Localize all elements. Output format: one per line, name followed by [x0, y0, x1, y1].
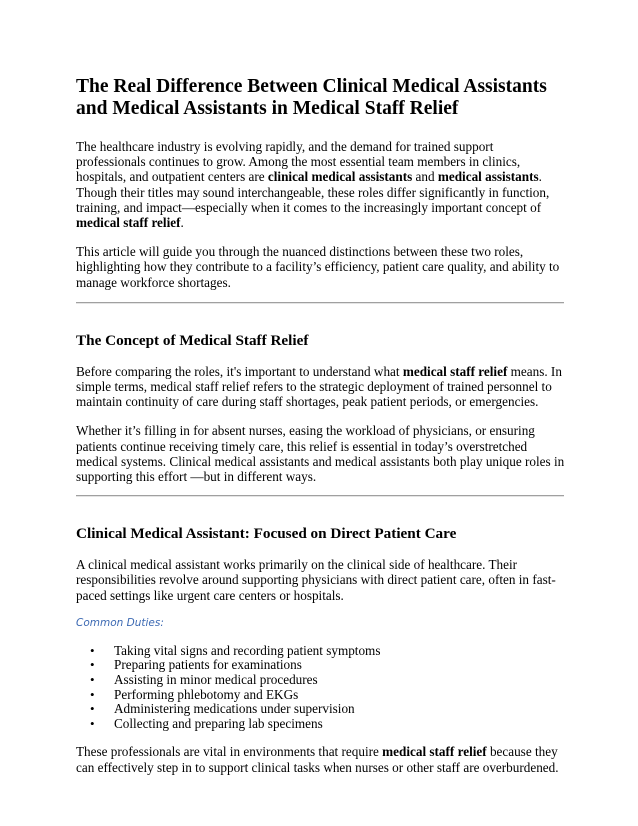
list-item: • Assisting in minor medical procedures [76, 673, 566, 688]
section-text: because they can effectively step in to support clinical tasks when nurses or other staff are overburdened. [76, 744, 559, 775]
intro-text: The healthcare industry is evolving rapidly, and the demand for trained support professionals continues to grow. Among the most essential team members in clinics, hospitals, and outpatient centers are [76, 139, 521, 185]
intro-bold-term: medical assistants [437, 169, 539, 185]
section-bold-term: medical staff relief [402, 363, 508, 379]
page-title: The Real Difference Between Clinical Medical Assistants and Medical Assistants in Medical Staff Relief [76, 76, 547, 119]
section-divider [76, 495, 564, 497]
section-text: Before comparing the roles, it's important to understand what [76, 363, 403, 379]
clinical-assistant-closing-paragraph [76, 744, 566, 774]
section-divider [76, 302, 564, 304]
list-item: • Taking vital signs and recording patient symptoms [76, 644, 566, 659]
section-bold-term: medical staff relief [382, 744, 487, 760]
intro-bold-term: medical staff relief [76, 215, 181, 231]
list-item: • Administering medications under supervision [76, 702, 566, 717]
duties-list [76, 644, 566, 732]
intro-paragraph-2: This article will guide you through the nuanced distinctions between these two roles, highlighting how they contribute to a facility’s efficiency, patient care quality, and ability to manage workforce shortages. [76, 244, 560, 290]
section-heading-staff-relief: The Concept of Medical Staff Relief [76, 331, 309, 349]
section-text: means. In simple terms, medical staff relief refers to the strategic deployment of trained personnel to maintain continuity of care during staff shortages, peak patient periods, or emergencies. [76, 363, 562, 410]
intro-bold-term: clinical medical assistants [267, 169, 413, 185]
intro-paragraph-1 [76, 139, 566, 230]
intro-text: . [180, 215, 184, 231]
list-item: • Performing phlebotomy and EKGs [76, 688, 566, 703]
clinical-assistant-paragraph: A clinical medical assistant works primarily on the clinical side of healthcare. Their responsibilities revolve around supporting physicians with direct patient care, often in fast-paced settings like urgent care centers or hospitals. [76, 557, 556, 603]
staff-relief-paragraph-1 [76, 364, 566, 410]
list-item: • Collecting and preparing lab specimens [76, 717, 566, 732]
section-text: These professionals are vital in environments that require [76, 744, 383, 760]
staff-relief-paragraph-2: Whether it’s filling in for absent nurses, easing the workload of physicians, or ensuring patients continue receiving timely care, this relief is essential in today’s overstretched medical systems. Clinical medical assistants and medical assistants both play unique roles in supporting this effort —but in different ways. [76, 423, 565, 485]
document-body [76, 76, 566, 775]
list-item: • Preparing patients for examinations [76, 658, 566, 673]
intro-text: and [412, 169, 438, 185]
intro-text: . Though their titles may sound interchangeable, these roles differ significantly in function, training, and impact—especially when it comes to the increasingly important concept of [76, 169, 550, 215]
common-duties-subheading: Common Duties: [76, 616, 164, 629]
section-heading-clinical-assistant: Clinical Medical Assistant: Focused on Direct Patient Care [76, 525, 457, 543]
